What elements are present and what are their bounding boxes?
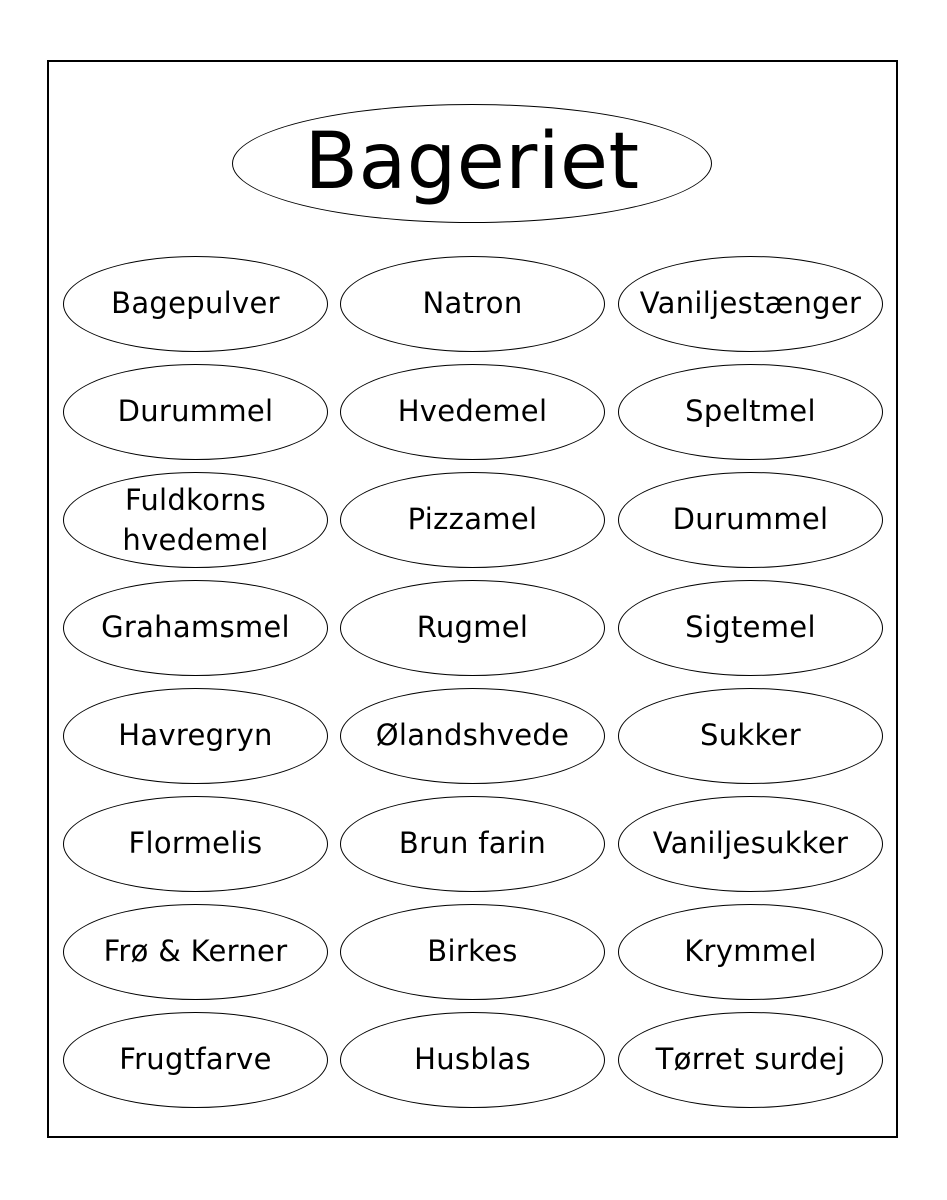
jar-label xyxy=(63,688,328,784)
jar-label xyxy=(340,364,605,460)
jar-label-text: Frugtfarve xyxy=(119,1042,272,1077)
jar-label xyxy=(340,580,605,676)
jar-label-text: Frø & Kerner xyxy=(103,934,288,969)
jar-label xyxy=(63,904,328,1000)
jar-label xyxy=(618,364,883,460)
jar-label-text: Rugmel xyxy=(416,610,529,645)
jar-label xyxy=(618,904,883,1000)
jar-label xyxy=(618,580,883,676)
jar-label-text: Fuldkorns hvedemel xyxy=(122,482,269,557)
jar-label xyxy=(618,1012,883,1108)
jar-label-text: Vaniljestænger xyxy=(639,286,862,321)
jar-label xyxy=(340,796,605,892)
jar-label-text: Durummel xyxy=(117,394,274,429)
jar-label-text: Speltmel xyxy=(685,394,816,429)
jar-label-text: Pizzamel xyxy=(407,502,538,537)
jar-label-text: Husblas xyxy=(414,1042,531,1077)
jar-label-text: Birkes xyxy=(427,934,518,969)
jar-label xyxy=(340,472,605,568)
jar-label xyxy=(340,904,605,1000)
jar-label xyxy=(340,256,605,352)
jar-label-text: Tørret surdej xyxy=(655,1042,846,1077)
jar-label xyxy=(340,1012,605,1108)
jar-label-text: Flormelis xyxy=(128,826,263,861)
jar-label-text: Vaniljesukker xyxy=(652,826,849,861)
jar-label xyxy=(63,364,328,460)
jar-label xyxy=(618,688,883,784)
jar-label-text: Havregryn xyxy=(118,718,273,753)
jar-label xyxy=(63,580,328,676)
jar-label xyxy=(63,796,328,892)
jar-label xyxy=(63,256,328,352)
jar-label-text: Ølandshvede xyxy=(375,718,570,753)
jar-label-text: Brun farin xyxy=(398,826,547,861)
jar-label xyxy=(618,256,883,352)
jar-label xyxy=(618,796,883,892)
page-title: Bageriet xyxy=(304,116,640,207)
jar-label-text: Sigtemel xyxy=(685,610,816,645)
jar-label xyxy=(618,472,883,568)
title-label xyxy=(232,104,712,223)
jar-label-text: Sukker xyxy=(700,718,801,753)
jar-label-text: Durummel xyxy=(672,502,829,537)
jar-label-text: Grahamsmel xyxy=(101,610,290,645)
jar-label xyxy=(63,472,328,568)
jar-label xyxy=(340,688,605,784)
jar-label-text: Krymmel xyxy=(684,934,817,969)
jar-label-text: Hvedemel xyxy=(397,394,548,429)
jar-label xyxy=(63,1012,328,1108)
jar-label-text: Bagepulver xyxy=(111,286,280,321)
jar-label-text: Natron xyxy=(422,286,523,321)
